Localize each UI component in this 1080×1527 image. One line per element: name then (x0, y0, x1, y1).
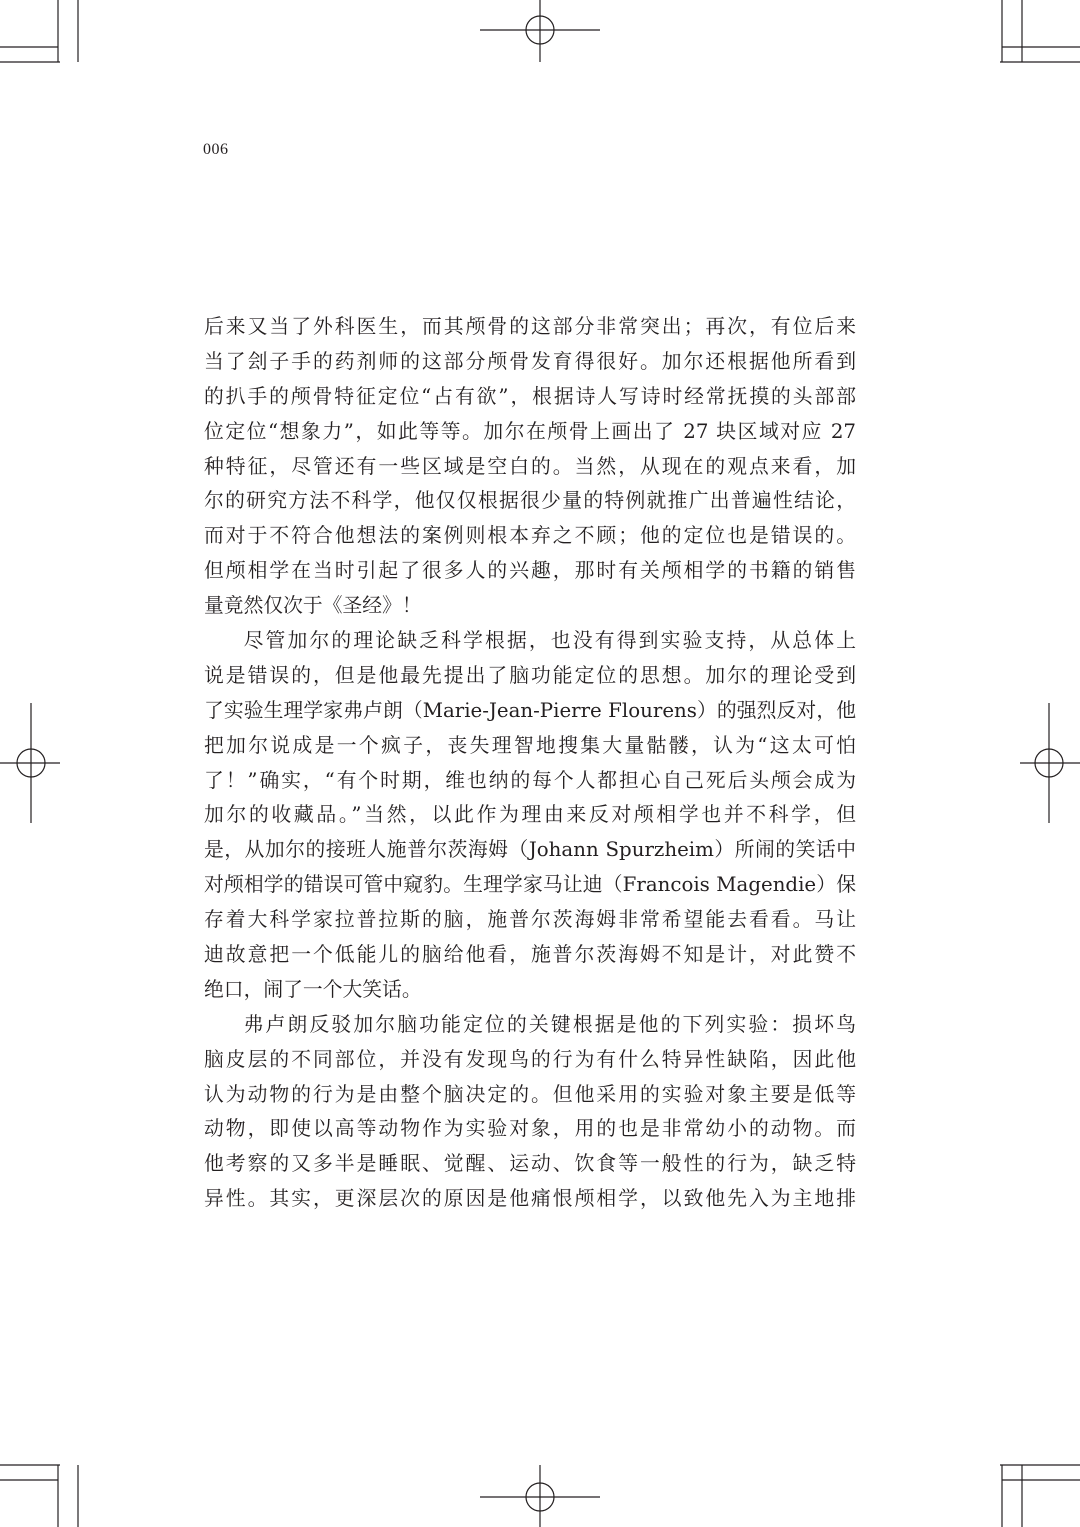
text-line: 他考察的又多半是睡眠、觉醒、运动、饮食等一般性的行为，缺乏特 (204, 1152, 856, 1176)
body-text (204, 310, 856, 1217)
text-line: 存着大科学家拉普拉斯的脑，施普尔茨海姆非常希望能去看看。马让 (204, 908, 856, 932)
text-line: 了实验生理学家弗卢朗（Marie-Jean-Pierre Flourens）的强烈反对，他 (204, 698, 856, 722)
text-line: 认为动物的行为是由整个脑决定的。但他采用的实验对象主要是低等 (204, 1082, 856, 1106)
text-line: 了！”确实，“有个时期，维也纳的每个人都担心自己死后头颅会成为 (204, 768, 856, 792)
text-line: 说是错误的，但是他最先提出了脑功能定位的思想。加尔的理论受到 (204, 663, 856, 687)
text-line: 但颅相学在当时引起了很多人的兴趣，那时有关颅相学的书籍的销售 (204, 559, 856, 583)
text-line: 异性。其实，更深层次的原因是他痛恨颅相学，以致他先入为主地排 (204, 1187, 856, 1211)
text-line: 是，从加尔的接班人施普尔茨海姆（Johann Spurzheim）所闹的笑话中 (204, 838, 856, 862)
paragraph (204, 310, 856, 624)
text-line: 当了刽子手的药剂师的这部分颅骨发育得很好。加尔还根据他所看到 (204, 349, 856, 373)
paragraph (204, 1008, 856, 1217)
text-line: 绝口，闹了一个大笑话。 (204, 977, 422, 1001)
text-line: 后来又当了外科医生，而其颅骨的这部分非常突出；再次，有位后来 (204, 315, 856, 338)
page-number: 006 (203, 141, 229, 158)
text-line: 尽管加尔的理论缺乏科学根据，也没有得到实验支持，从总体上 (243, 629, 856, 653)
text-line: 弗卢朗反驳加尔脑功能定位的关键根据是他的下列实验：损坏鸟 (243, 1012, 856, 1036)
text-line: 加尔的收藏品。”当然，以此作为理由来反对颅相学也并不科学，但 (204, 803, 856, 827)
text-line: 迪故意把一个低能儿的脑给他看，施普尔茨海姆不知是计，对此赞不 (204, 943, 856, 967)
text-line: 尔的研究方法不科学，他仅仅根据很少量的特例就推广出普遍性结论， (204, 489, 856, 513)
text-line: 量竟然仅次于《圣经》！ (204, 594, 422, 618)
text-line: 位定位“想象力”，如此等等。加尔在颅骨上画出了 27 块区域对应 27 (204, 419, 856, 443)
text-line: 脑皮层的不同部位，并没有发现鸟的行为有什么特异性缺陷，因此他 (204, 1047, 856, 1071)
text-line: 动物，即使以高等动物作为实验对象，用的也是非常幼小的动物。而 (204, 1117, 856, 1141)
text-line: 而对于不符合他想法的案例则根本弃之不顾；他的定位也是错误的。 (204, 524, 856, 548)
text-line: 的扒手的颅骨特征定位“占有欲”，根据诗人写诗时经常抚摸的头部部 (204, 384, 856, 408)
text-line: 把加尔说成是一个疯子，丧失理智地搜集大量骷髅，认为“这太可怕 (204, 733, 856, 757)
paragraph (204, 624, 856, 1008)
text-line: 对颅相学的错误可管中窥豹。生理学家马让迪（Francois Magendie）保 (204, 873, 856, 897)
text-line: 种特征，尽管还有一些区域是空白的。当然，从现在的观点来看，加 (204, 454, 856, 478)
